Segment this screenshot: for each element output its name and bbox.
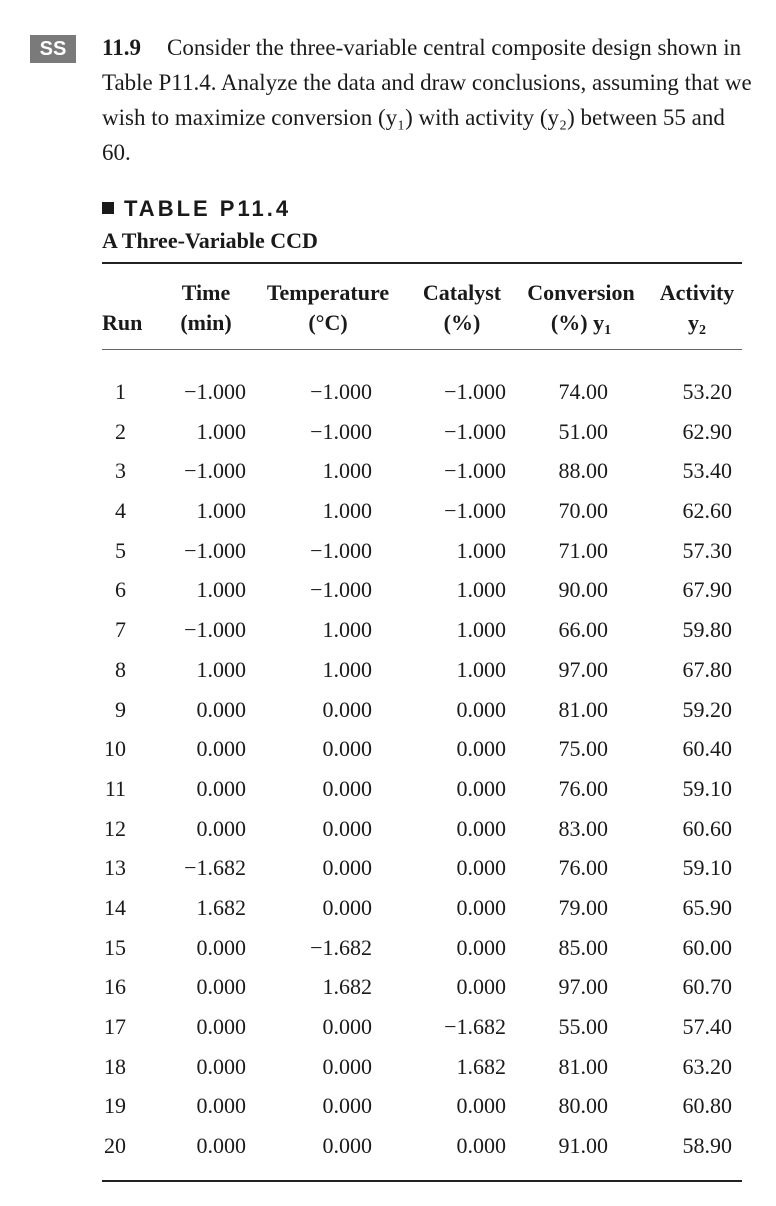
table-bottom-rule — [102, 1180, 742, 1182]
activity-cell: 63.20 — [682, 1053, 732, 1079]
activity-cell: 59.10 — [682, 775, 732, 801]
bullet-square-icon — [102, 202, 114, 214]
table-row — [0, 769, 776, 809]
activity-cell: 57.40 — [682, 1014, 732, 1039]
temperature-cell: 0.000 — [322, 1093, 372, 1119]
header-activity-symbol: y — [688, 310, 699, 335]
conversion-cell: 80.00 — [558, 1093, 608, 1119]
run-cell: 14 — [104, 894, 126, 920]
run-cell: 10 — [104, 736, 126, 762]
run-cell: 17 — [104, 1014, 126, 1039]
table-row — [0, 372, 776, 412]
run-cell: 6 — [115, 577, 126, 603]
conversion-cell: 71.00 — [558, 537, 608, 563]
header-conversion-line2 — [516, 308, 646, 346]
run-cell: 3 — [115, 458, 126, 484]
header-activity-line1: Activity — [659, 280, 735, 305]
catalyst-cell: 0.000 — [456, 775, 506, 801]
header-time-line1: Time — [181, 280, 231, 305]
run-cell: 4 — [115, 498, 126, 524]
temperature-cell: −1.000 — [310, 537, 372, 563]
table-row — [0, 610, 776, 650]
time-cell: 0.000 — [196, 1014, 246, 1039]
catalyst-cell: 0.000 — [456, 1133, 506, 1159]
catalyst-cell: −1.000 — [444, 498, 506, 524]
activity-cell: 67.80 — [682, 656, 732, 682]
table-row — [0, 570, 776, 610]
header-catalyst-line2: (%) — [443, 310, 481, 335]
time-cell: 1.000 — [196, 498, 246, 524]
temperature-cell: −1.000 — [310, 379, 372, 404]
time-cell: −1.682 — [184, 855, 246, 881]
time-cell: −1.000 — [184, 379, 246, 404]
run-cell: 12 — [104, 815, 126, 841]
catalyst-cell: −1.000 — [444, 458, 506, 484]
time-cell: 0.000 — [196, 1133, 246, 1159]
conversion-cell: 88.00 — [558, 458, 608, 484]
time-cell: 0.000 — [196, 736, 246, 762]
activity-cell: 60.70 — [682, 974, 732, 1000]
table-row — [0, 412, 776, 452]
catalyst-cell: 1.000 — [456, 656, 506, 682]
time-cell: −1.000 — [184, 617, 246, 643]
header-temperature — [254, 278, 402, 338]
activity-cell: 62.60 — [682, 498, 732, 524]
activity-cell: 62.90 — [682, 418, 732, 444]
temperature-cell: 0.000 — [322, 1133, 372, 1159]
table-row — [0, 1126, 776, 1166]
header-run: Run — [102, 310, 143, 335]
header-activity — [650, 278, 744, 346]
catalyst-cell: 1.000 — [456, 577, 506, 603]
activity-cell: 60.00 — [682, 934, 732, 960]
catalyst-cell: 0.000 — [456, 855, 506, 881]
conversion-cell: 97.00 — [558, 974, 608, 1000]
problem-number: 11.9 — [102, 35, 141, 60]
catalyst-cell: 0.000 — [456, 974, 506, 1000]
table-header-rule — [102, 349, 742, 350]
temperature-cell: −1.682 — [310, 934, 372, 960]
catalyst-cell: 0.000 — [456, 934, 506, 960]
header-activity-line2 — [650, 308, 744, 346]
conversion-cell: 91.00 — [558, 1133, 608, 1159]
conversion-cell: 76.00 — [558, 855, 608, 881]
table-row — [0, 809, 776, 849]
run-cell: 1 — [115, 379, 126, 404]
table-row — [0, 451, 776, 491]
activity-cell: 57.30 — [682, 537, 732, 563]
activity-cell: 67.90 — [682, 577, 732, 603]
table-row — [0, 848, 776, 888]
time-cell: 0.000 — [196, 1053, 246, 1079]
temperature-cell: 1.000 — [322, 656, 372, 682]
problem-text: Consider the three-variable central composite design shown in Table P11.4. Analyze the data and draw conclusions, assuming that we wish to maximize conversion (y₁) with activity (y₂) between 55 and 60. — [102, 35, 752, 165]
temperature-cell: 0.000 — [322, 1053, 372, 1079]
catalyst-cell: −1.000 — [444, 418, 506, 444]
run-cell: 2 — [115, 418, 126, 444]
activity-cell: 60.80 — [682, 1093, 732, 1119]
header-catalyst — [410, 278, 514, 338]
header-temperature-line1: Temperature — [266, 280, 390, 305]
temperature-cell: 0.000 — [322, 696, 372, 722]
conversion-cell: 83.00 — [558, 815, 608, 841]
temperature-cell: −1.000 — [310, 577, 372, 603]
header-activity-subscript: 2 — [699, 323, 706, 338]
activity-cell: 65.90 — [682, 894, 732, 920]
header-time — [166, 278, 246, 338]
activity-cell: 58.90 — [682, 1133, 732, 1159]
run-cell: 13 — [104, 855, 126, 881]
table-row — [0, 1007, 776, 1047]
header-conversion — [516, 278, 646, 346]
catalyst-cell: 1.682 — [456, 1053, 506, 1079]
time-cell: 1.682 — [196, 894, 246, 920]
activity-cell: 59.20 — [682, 696, 732, 722]
conversion-cell: 55.00 — [558, 1014, 608, 1039]
run-cell: 15 — [104, 934, 126, 960]
table-row — [0, 967, 776, 1007]
run-cell: 19 — [104, 1093, 126, 1119]
conversion-cell: 81.00 — [558, 1053, 608, 1079]
temperature-cell: 1.000 — [322, 617, 372, 643]
temperature-cell: −1.000 — [310, 418, 372, 444]
table-row — [0, 690, 776, 730]
activity-cell: 53.20 — [682, 379, 732, 404]
temperature-cell: 1.000 — [322, 498, 372, 524]
table-row — [0, 531, 776, 571]
conversion-cell: 81.00 — [558, 696, 608, 722]
time-cell: 0.000 — [196, 974, 246, 1000]
run-cell: 11 — [104, 775, 126, 801]
run-cell: 9 — [115, 696, 126, 722]
table-heading — [102, 196, 291, 222]
time-cell: 1.000 — [196, 656, 246, 682]
conversion-cell: 75.00 — [558, 736, 608, 762]
table-row — [0, 888, 776, 928]
table-heading-text: TABLE P11.4 — [124, 196, 292, 221]
temperature-cell: 0.000 — [322, 855, 372, 881]
activity-cell: 60.40 — [682, 736, 732, 762]
catalyst-cell: 0.000 — [456, 736, 506, 762]
catalyst-cell: 0.000 — [456, 696, 506, 722]
catalyst-cell: 0.000 — [456, 815, 506, 841]
conversion-cell: 97.00 — [558, 656, 608, 682]
header-catalyst-line1: Catalyst — [422, 280, 502, 305]
activity-cell: 53.40 — [682, 458, 732, 484]
temperature-cell: 0.000 — [322, 1014, 372, 1039]
catalyst-cell: 0.000 — [456, 894, 506, 920]
problem-statement — [102, 30, 752, 170]
header-time-line2: (min) — [180, 310, 232, 335]
time-cell: −1.000 — [184, 458, 246, 484]
table-row — [0, 650, 776, 690]
run-cell: 5 — [115, 537, 126, 563]
time-cell: 0.000 — [196, 1093, 246, 1119]
conversion-cell: 90.00 — [558, 577, 608, 603]
run-cell: 20 — [104, 1133, 126, 1159]
time-cell: 0.000 — [196, 775, 246, 801]
conversion-cell: 74.00 — [558, 379, 608, 404]
activity-cell: 59.80 — [682, 617, 732, 643]
temperature-cell: 0.000 — [322, 775, 372, 801]
table-row — [0, 491, 776, 531]
catalyst-cell: 0.000 — [456, 1093, 506, 1119]
temperature-cell: 0.000 — [322, 736, 372, 762]
catalyst-cell: 1.000 — [456, 537, 506, 563]
catalyst-cell: −1.682 — [444, 1014, 506, 1039]
time-cell: 1.000 — [196, 577, 246, 603]
time-cell: −1.000 — [184, 537, 246, 563]
section-badge: SS — [30, 35, 76, 63]
header-conversion-line1: Conversion — [527, 280, 635, 305]
run-cell: 16 — [104, 974, 126, 1000]
conversion-cell: 70.00 — [558, 498, 608, 524]
activity-cell: 60.60 — [682, 815, 732, 841]
header-conversion-subscript: 1 — [604, 323, 612, 338]
conversion-cell: 51.00 — [558, 418, 608, 444]
conversion-cell: 76.00 — [558, 775, 608, 801]
conversion-cell: 79.00 — [558, 894, 608, 920]
table-row — [0, 928, 776, 968]
run-cell: 18 — [104, 1053, 126, 1079]
temperature-cell: 0.000 — [322, 815, 372, 841]
activity-cell: 59.10 — [682, 855, 732, 881]
header-conversion-unit: (%) y — [550, 310, 605, 335]
table-caption: A Three-Variable CCD — [102, 228, 318, 253]
time-cell: 0.000 — [196, 934, 246, 960]
table-body — [0, 372, 776, 1166]
run-cell: 8 — [115, 656, 126, 682]
catalyst-cell: −1.000 — [444, 379, 506, 404]
table-row — [0, 1086, 776, 1126]
run-cell: 7 — [115, 617, 126, 643]
time-cell: 1.000 — [196, 418, 246, 444]
table-top-rule — [102, 262, 742, 264]
conversion-cell: 85.00 — [558, 934, 608, 960]
conversion-cell: 66.00 — [558, 617, 608, 643]
table-row — [0, 729, 776, 769]
time-cell: 0.000 — [196, 696, 246, 722]
catalyst-cell: 1.000 — [456, 617, 506, 643]
table-row — [0, 1047, 776, 1087]
header-temperature-line2: (°C) — [308, 310, 348, 335]
temperature-cell: 0.000 — [322, 894, 372, 920]
temperature-cell: 1.682 — [322, 974, 372, 1000]
time-cell: 0.000 — [196, 815, 246, 841]
temperature-cell: 1.000 — [322, 458, 372, 484]
